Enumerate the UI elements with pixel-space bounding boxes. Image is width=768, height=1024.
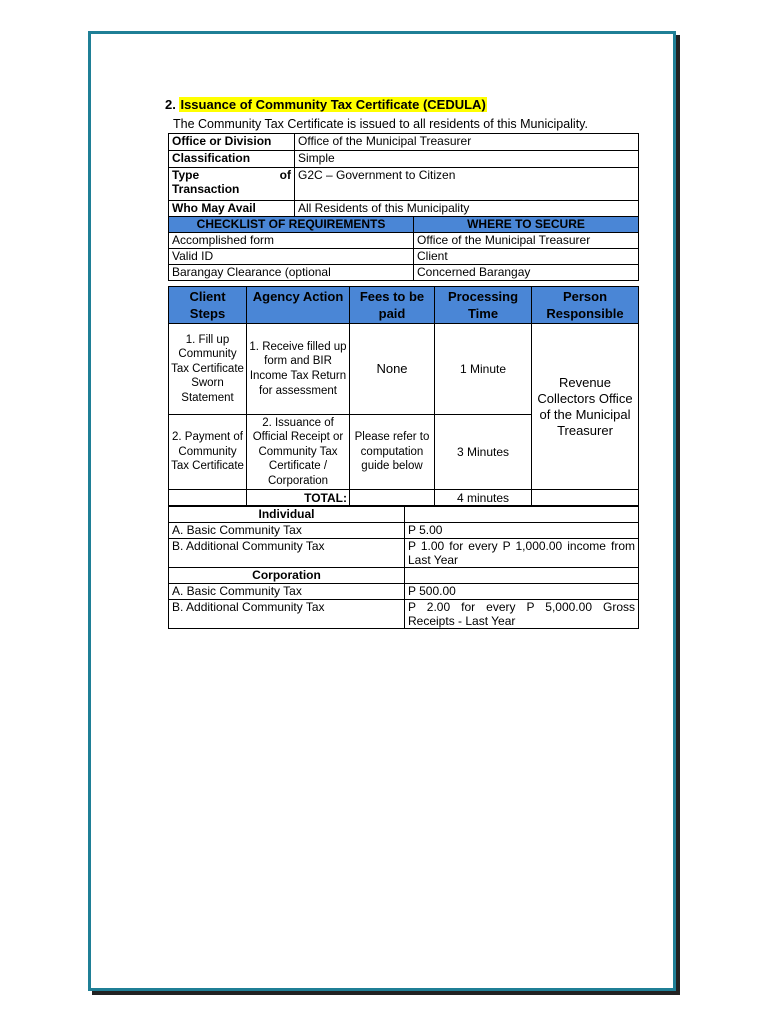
agency-action-cell: 2. Issuance of Official Receipt or Community Tax Certificate / Corporation: [247, 415, 350, 490]
checklist-header: [169, 217, 639, 233]
steps-table: [168, 286, 639, 506]
checklist-row: [169, 249, 639, 265]
checklist-header-requirements: CHECKLIST OF REQUIREMENTS: [169, 217, 414, 233]
info-row-classification: [169, 151, 639, 168]
total-empty-cell: [169, 490, 247, 506]
processing-time-cell: 3 Minutes: [435, 415, 532, 490]
computation-row: [169, 600, 639, 629]
client-step-cell: 2. Payment of Community Tax Certificate: [169, 415, 247, 490]
section-intro: The Community Tax Certificate is issued to all residents of this Municipality.: [173, 117, 588, 131]
section-number: 2.: [165, 97, 176, 112]
section-title: Issuance of Community Tax Certificate (CEDULA): [180, 97, 486, 112]
type-label: [169, 168, 295, 201]
empty-cell: [405, 568, 639, 584]
individual-label: Individual: [169, 507, 405, 523]
computation-table: [168, 506, 639, 629]
header-processing-time: Processing Time: [435, 287, 532, 324]
individual-header-row: [169, 507, 639, 523]
computation-amount: P 500.00: [405, 584, 639, 600]
info-row-office: [169, 134, 639, 151]
total-time: 4 minutes: [435, 490, 532, 506]
header-agency-action: Agency Action: [247, 287, 350, 324]
step-row: [169, 324, 639, 415]
fees-cell: None: [350, 324, 435, 415]
where-cell: Client: [414, 249, 639, 265]
total-empty-cell: [532, 490, 639, 506]
steps-header: [169, 287, 639, 324]
computation-item: A. Basic Community Tax: [169, 584, 405, 600]
header-fees: Fees to be paid: [350, 287, 435, 324]
computation-row: [169, 523, 639, 539]
total-label: TOTAL:: [247, 490, 350, 506]
section-heading: [165, 96, 487, 113]
avail-value: All Residents of this Municipality: [295, 201, 639, 218]
info-row-type: [169, 168, 639, 201]
where-cell: Office of the Municipal Treasurer: [414, 233, 639, 249]
corporation-label: Corporation: [169, 568, 405, 584]
person-responsible-cell: Revenue Collectors Office of the Municipal Treasurer: [532, 324, 639, 490]
office-value: Office of the Municipal Treasurer: [295, 134, 639, 151]
computation-amount: P 5.00: [405, 523, 639, 539]
computation-item: B. Additional Community Tax: [169, 539, 405, 568]
requirement-cell: Accomplished form: [169, 233, 414, 249]
checklist-table: [168, 216, 639, 281]
requirement-cell: Valid ID: [169, 249, 414, 265]
computation-amount: P 2.00 for every P 5,000.00 Gross Receipts - Last Year: [405, 600, 639, 629]
processing-time-cell: 1 Minute: [435, 324, 532, 415]
computation-row: [169, 539, 639, 568]
type-label-transaction: Transaction: [172, 182, 240, 196]
where-cell: Concerned Barangay: [414, 265, 639, 281]
empty-cell: [405, 507, 639, 523]
header-person-responsible: Person Responsible: [532, 287, 639, 324]
corporation-header-row: [169, 568, 639, 584]
computation-item: B. Additional Community Tax: [169, 600, 405, 629]
computation-amount: P 1.00 for every P 1,000.00 income from Last Year: [405, 539, 639, 568]
office-label: Office or Division: [169, 134, 295, 151]
type-label-of: of: [279, 168, 291, 182]
computation-row: [169, 584, 639, 600]
checklist-header-where: WHERE TO SECURE: [414, 217, 639, 233]
info-row-avail: [169, 201, 639, 218]
classification-value: Simple: [295, 151, 639, 168]
avail-label: Who May Avail: [169, 201, 295, 218]
info-table: [168, 133, 639, 218]
total-row: [169, 490, 639, 506]
client-step-cell: 1. Fill up Community Tax Certificate Sworn Statement: [169, 324, 247, 415]
checklist-row: [169, 265, 639, 281]
type-label-word: Type: [172, 168, 200, 182]
checklist-row: [169, 233, 639, 249]
fees-cell: Please refer to computation guide below: [350, 415, 435, 490]
classification-label: Classification: [169, 151, 295, 168]
header-client-steps: Client Steps: [169, 287, 247, 324]
computation-item: A. Basic Community Tax: [169, 523, 405, 539]
requirement-cell: Barangay Clearance (optional: [169, 265, 414, 281]
agency-action-cell: 1. Receive filled up form and BIR Income Tax Return for assessment: [247, 324, 350, 415]
type-value: G2C – Government to Citizen: [295, 168, 639, 201]
total-empty-cell: [350, 490, 435, 506]
